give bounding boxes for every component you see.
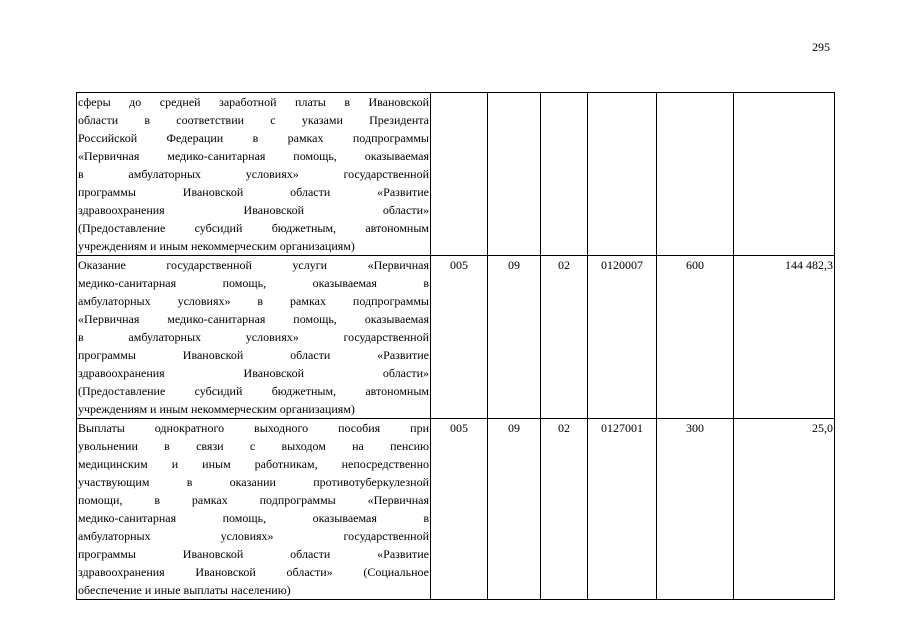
- section-code-cell: [488, 93, 541, 256]
- description-line: программы Ивановской области «Развитие: [78, 547, 429, 561]
- description-line: программы Ивановской области «Развитие: [78, 185, 429, 199]
- description-line: медицинским и иным работникам, непосредственно: [78, 457, 429, 471]
- target-article-cell: 0127001: [588, 419, 657, 600]
- description-line: (Предоставление субсидий бюджетным, автономным: [78, 384, 429, 398]
- amount-cell: 144 482,3: [734, 256, 835, 419]
- ministry-code-cell: 005: [431, 256, 488, 419]
- ministry-code-cell: 005: [431, 419, 488, 600]
- table-row: [77, 419, 835, 600]
- section-code-cell: 09: [488, 419, 541, 600]
- subsection-code-cell: [541, 93, 588, 256]
- expense-type-cell: 300: [657, 419, 734, 600]
- description-line: амбулаторных условиях» государственной: [78, 529, 429, 543]
- expense-type-cell: [657, 93, 734, 256]
- page-number: 295: [812, 40, 830, 54]
- budget-table: [76, 92, 835, 600]
- description-line: в амбулаторных условиях» государственной: [78, 330, 429, 344]
- description-line: увольнении в связи с выходом на пенсию: [78, 439, 429, 453]
- description-line: здравоохранения Ивановской области» (Социальное: [78, 565, 429, 579]
- description-line: медико-санитарная помощь, оказываемая в: [78, 511, 429, 525]
- expense-type-cell: 600: [657, 256, 734, 419]
- description-line: участвующим в оказании противотуберкулезной: [78, 475, 429, 489]
- description-line: сферы до средней заработной платы в Ивановской: [78, 95, 429, 109]
- subsection-code-cell: 02: [541, 256, 588, 419]
- description-line: здравоохранения Ивановской области»: [78, 203, 429, 217]
- description-line: помощи, в рамках подпрограммы «Первичная: [78, 493, 429, 507]
- target-article-cell: 0120007: [588, 256, 657, 419]
- description-line: «Первичная медико-санитарная помощь, оказываемая: [78, 312, 429, 326]
- description-line: Выплаты однократного выходного пособия при: [78, 421, 429, 435]
- description-line: здравоохранения Ивановской области»: [78, 366, 429, 380]
- amount-cell: [734, 93, 835, 256]
- amount-cell: 25,0: [734, 419, 835, 600]
- ministry-code-cell: [431, 93, 488, 256]
- description-line: Российской Федерации в рамках подпрограммы: [78, 131, 429, 145]
- description-line: программы Ивановской области «Развитие: [78, 348, 429, 362]
- table-row: [77, 256, 835, 419]
- description-line: медико-санитарная помощь, оказываемая в: [78, 276, 429, 290]
- section-code-cell: 09: [488, 256, 541, 419]
- description-line: обеспечение и иные выплаты населению): [78, 583, 291, 597]
- row-description: [77, 419, 431, 600]
- description-line: учреждениям и иным некоммерческим организациям): [78, 402, 355, 416]
- subsection-code-cell: 02: [541, 419, 588, 600]
- description-line: амбулаторных условиях» в рамках подпрограммы: [78, 294, 429, 308]
- description-line: в амбулаторных условиях» государственной: [78, 167, 429, 181]
- target-article-cell: [588, 93, 657, 256]
- table-row: [77, 93, 835, 256]
- description-line: (Предоставление субсидий бюджетным, автономным: [78, 221, 429, 235]
- description-line: «Первичная медико-санитарная помощь, оказываемая: [78, 149, 429, 163]
- description-line: учреждениям и иным некоммерческим организациям): [78, 239, 355, 253]
- description-line: Оказание государственной услуги «Первичная: [78, 258, 429, 272]
- description-line: области в соответствии с указами Президента: [78, 113, 429, 127]
- row-description: [77, 93, 431, 256]
- row-description: [77, 256, 431, 419]
